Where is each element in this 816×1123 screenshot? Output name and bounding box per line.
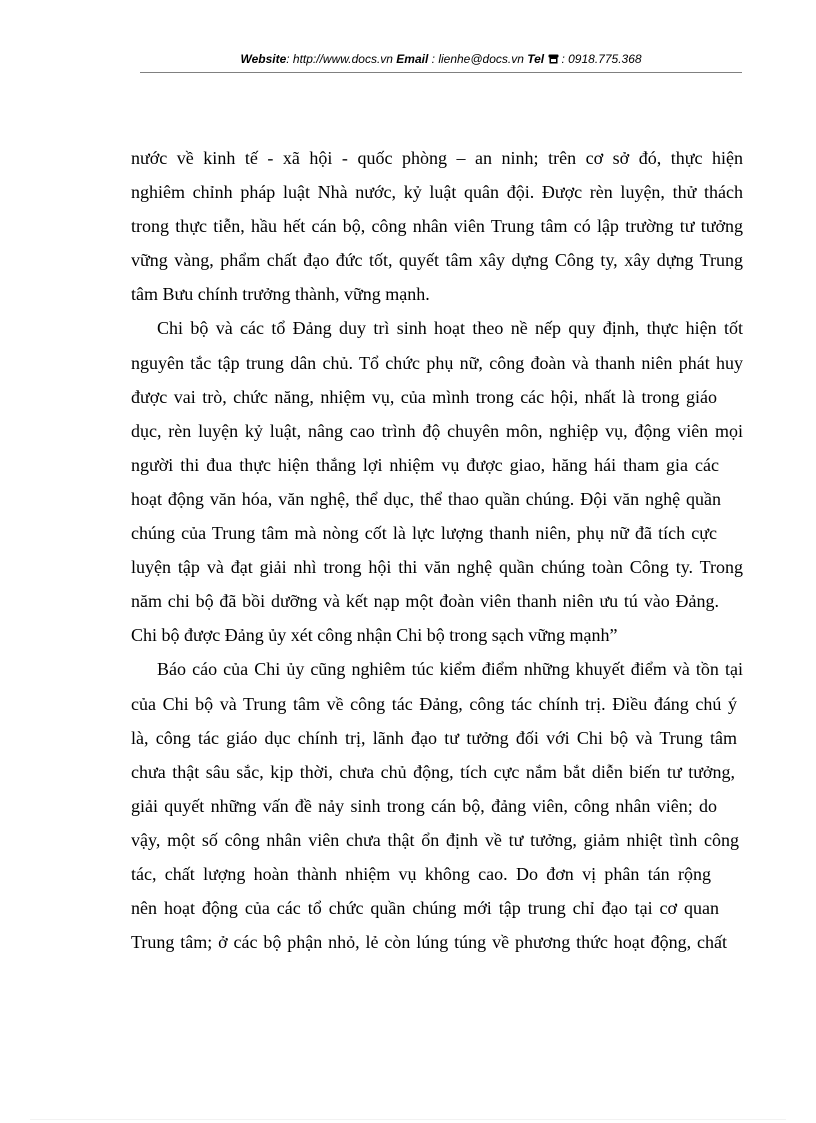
text-line: vậy, một số công nhân viên chưa thật ổn định về tư tưởng, giảm nhiệt tình công [131, 829, 739, 850]
text-line: được vai trò, chức năng, nhiệm vụ, của mình trong các hội, nhất là trong giáo [131, 386, 717, 407]
text-line: trong thực tiễn, hầu hết cán bộ, công nhân viên Trung tâm có lập trường tư tưởng [131, 216, 743, 237]
website-label: Website [240, 52, 287, 66]
text-line: giải quyết những vấn đề nảy sinh trong cán bộ, đảng viên, công nhân viên; do [131, 795, 717, 816]
page-header [140, 48, 742, 73]
text-line: người thi đua thực hiện thắng lợi nhiệm vụ được giao, hăng hái tham gia các [131, 454, 719, 475]
text-line: chúng của Trung tâm mà nòng cốt là lực lượng thanh niên, phụ nữ đã tích cực [131, 523, 717, 544]
text-line: chưa thật sâu sắc, kịp thời, chưa chủ động, tích cực nắm bắt diễn biến tư tưởng, [131, 761, 735, 782]
text-line: là, công tác giáo dục chính trị, lãnh đạo tư tưởng đối với Chi bộ và Trung tâm [131, 727, 737, 748]
text-line: của Chi bộ và Trung tâm về công tác Đảng, công tác chính trị. Điều đáng chú ý [131, 693, 737, 714]
text-line: Chi bộ được Đảng ủy xét công nhận Chi bộ trong sạch vững mạnh” [131, 625, 618, 646]
text-line: vững vàng, phẩm chất đạo đức tốt, quyết tâm xây dựng Công ty, xây dựng Trung [131, 250, 743, 271]
text-line: hoạt động văn hóa, văn nghệ, thể dục, thể thao quần chúng. Đội văn nghệ quần [131, 488, 721, 509]
text-line: nghiêm chỉnh pháp luật Nhà nước, kỷ luật quân đội. Được rèn luyện, thử thách [131, 182, 743, 203]
text-line: Báo cáo của Chi ủy cũng nghiêm túc kiểm điểm những khuyết điểm và tồn tại [157, 659, 743, 680]
text-line: tâm Bưu chính trưởng thành, vững mạnh. [131, 284, 430, 305]
text-line: tác, chất lượng hoàn thành nhiệm vụ không cao. Do đơn vị phân tán rộng [131, 863, 711, 884]
text-line: năm chi bộ đã bồi dưỡng và kết nạp một đoàn viên thanh niên ưu tú vào Đảng. [131, 591, 719, 612]
text-line: nên hoạt động của các tổ chức quần chúng mới tập trung chỉ đạo tại cơ quan [131, 898, 719, 919]
email-address[interactable]: : lienhe@docs.vn [428, 52, 528, 66]
tel-number: : 0918.775.368 [561, 52, 642, 66]
bottom-divider [30, 1119, 786, 1120]
tel-label: Tel [527, 52, 545, 66]
text-line: nước về kinh tế - xã hội - quốc phòng – an ninh; trên cơ sở đó, thực hiện [131, 148, 743, 168]
text-line: nguyên tắc tập trung dân chủ. Tổ chức phụ nữ, công đoàn và thanh niên phát huy [131, 352, 743, 373]
text-line: Trung tâm; ở các bộ phận nhỏ, lẻ còn lúng túng về phương thức hoạt động, chất [131, 932, 727, 953]
text-line: luyện tập và đạt giải nhì trong hội thi văn nghệ quần chúng toàn Công ty. Trong [131, 557, 743, 578]
text-line: Chi bộ và các tổ Đảng duy trì sinh hoạt theo nề nếp quy định, thực hiện tốt [157, 318, 743, 339]
website-url[interactable]: : http://www.docs.vn [286, 52, 397, 66]
text-line: dục, rèn luyện kỷ luật, nâng cao trình độ chuyên môn, nghiệp vụ, động viên mọi [131, 420, 743, 441]
body-text [131, 141, 743, 959]
phone-icon [548, 54, 559, 64]
email-label: Email [396, 52, 429, 66]
